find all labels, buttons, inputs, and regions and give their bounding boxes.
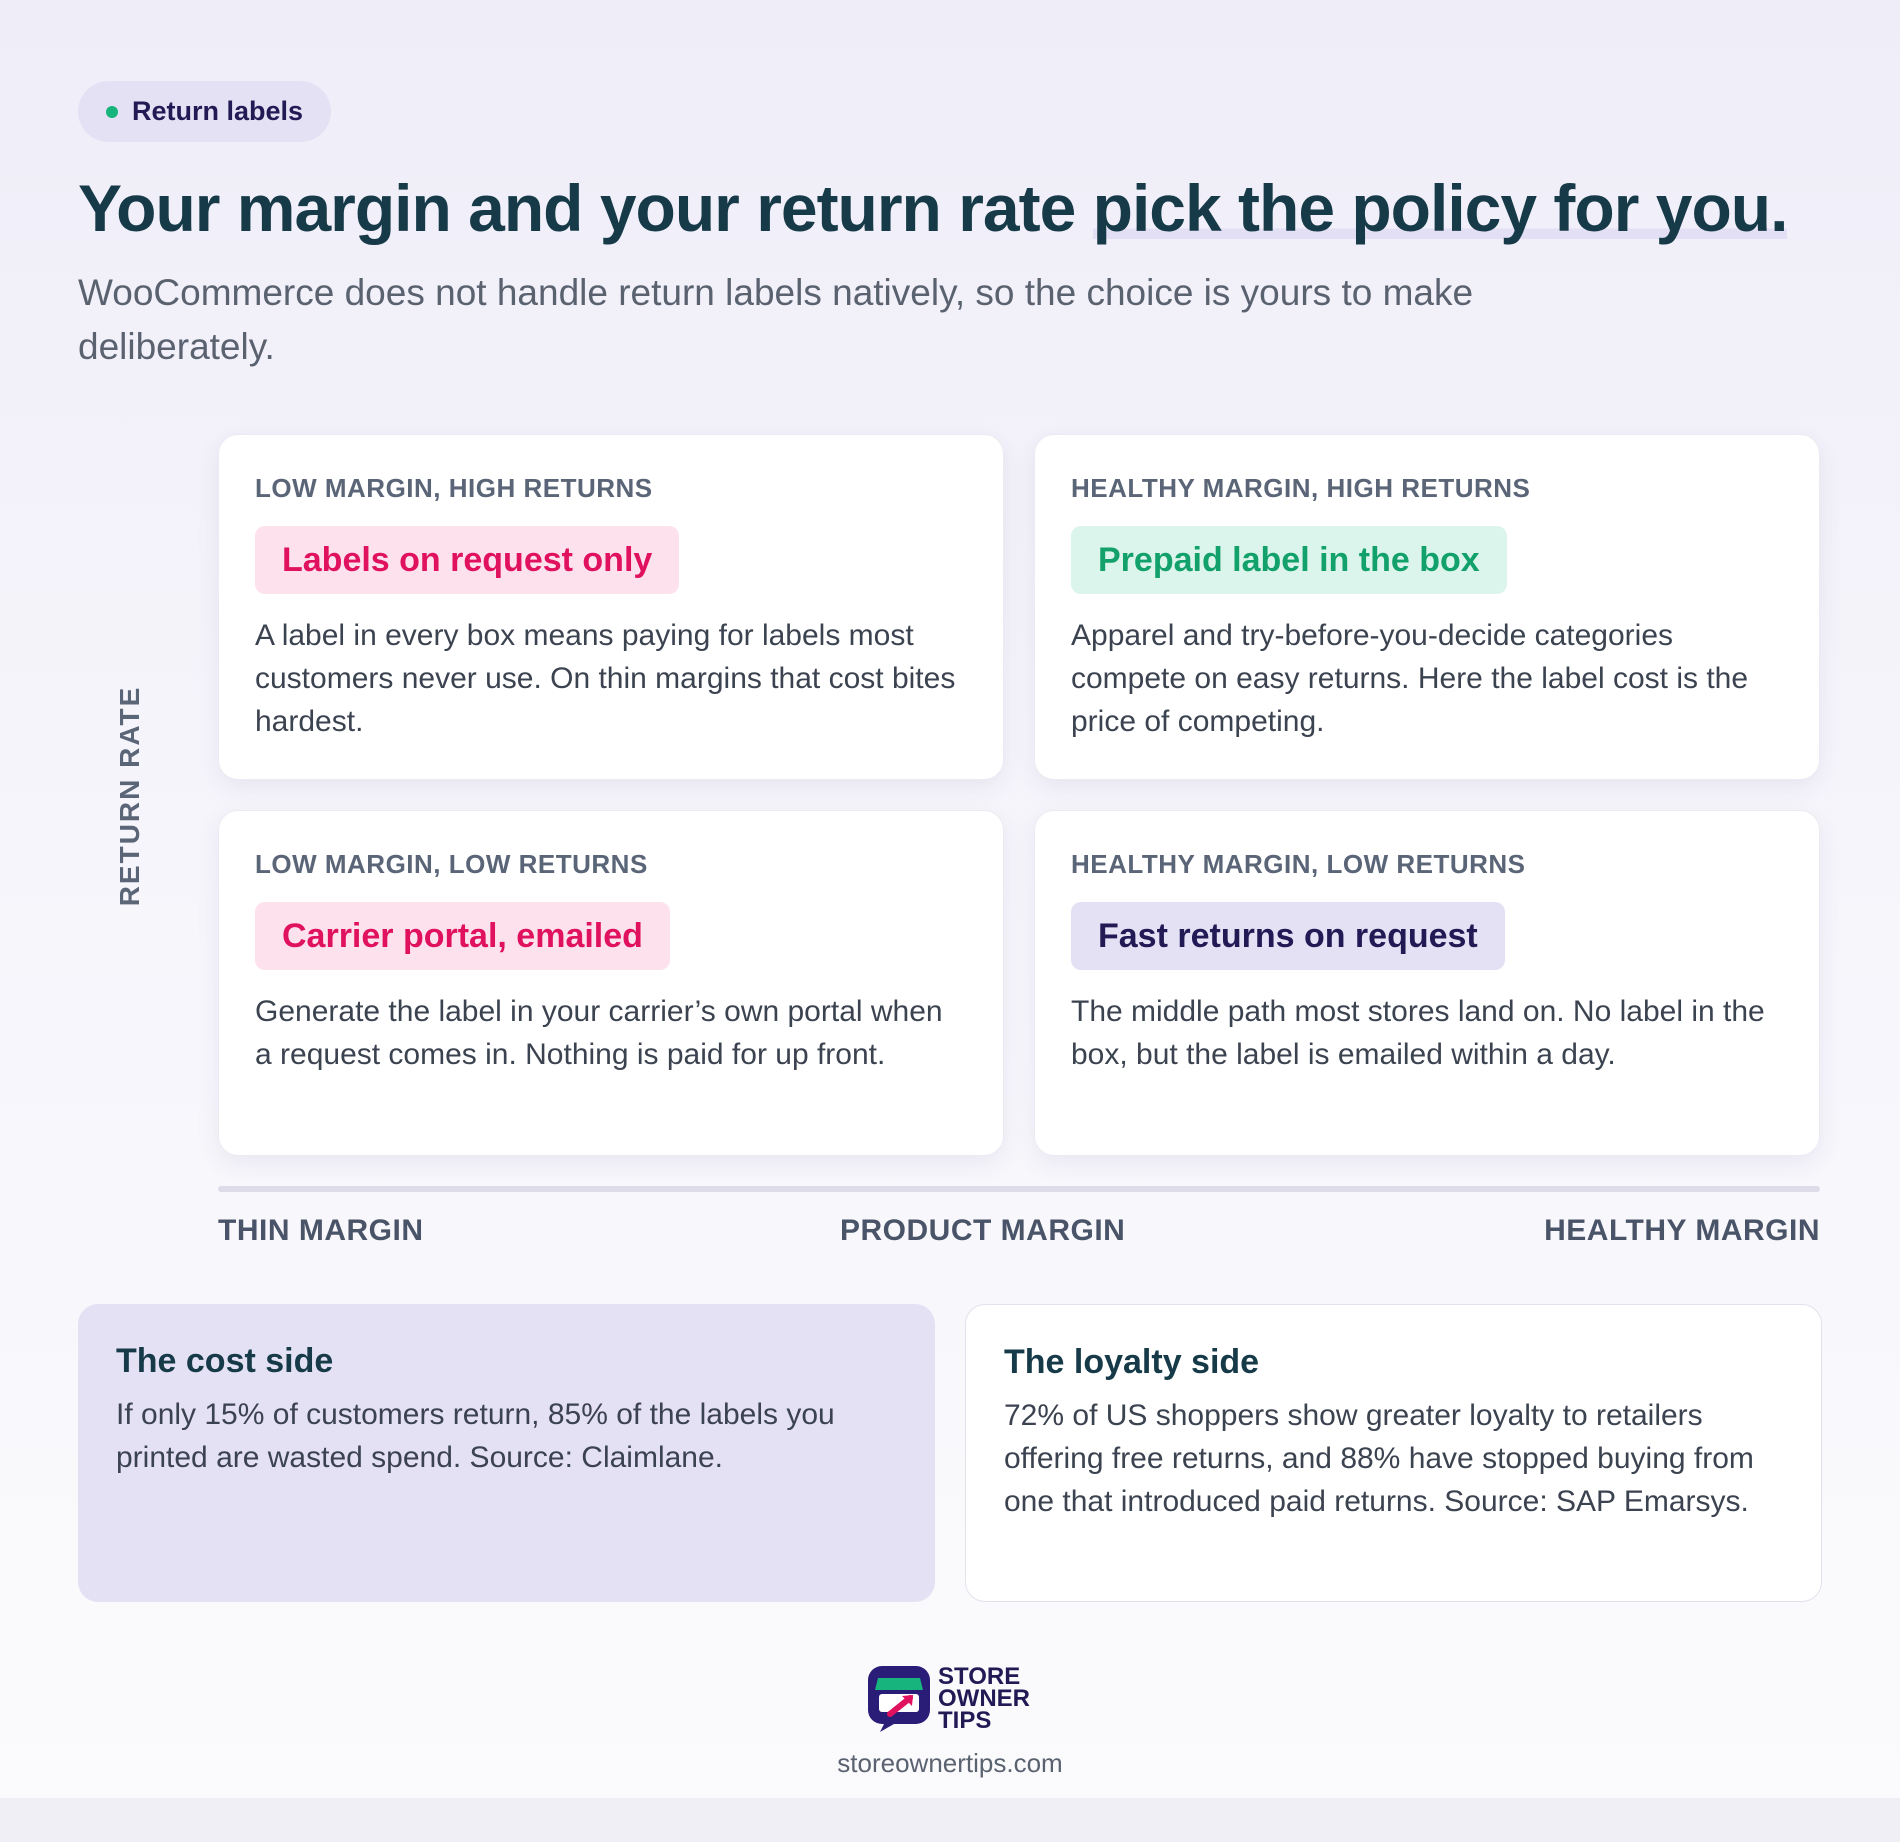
cost-side-panel [78, 1304, 935, 1602]
quadrant-card-healthy-margin-low-returns [1034, 810, 1820, 1156]
x-axis-line [218, 1186, 1820, 1192]
brand-url: storeownertips.com [837, 1748, 1063, 1778]
policy-tag: Carrier portal, emailed [255, 902, 670, 970]
loyalty-side-panel [965, 1304, 1822, 1602]
quadrant-card-low-margin-low-returns [218, 810, 1004, 1156]
badge-dot-icon [106, 106, 118, 118]
quadrant-heading: LOW MARGIN, HIGH RETURNS [255, 473, 653, 503]
title-highlight: pick the policy for you. [1092, 171, 1788, 245]
quadrant-card-low-margin-high-returns [218, 434, 1004, 780]
y-axis-label: RETURN RATE [114, 685, 145, 907]
loyalty-side-title: The loyalty side [1004, 1343, 1260, 1381]
loyalty-side-text: 72% of US shoppers show greater loyalty to retailers offering free returns, and 88% have stopped buying from one that introduced paid returns. Source: SAP Emarsys. [1004, 1399, 1754, 1518]
store-owner-tips-logo-icon [866, 1664, 932, 1734]
quadrant-description: A label in every box means paying for labels most customers never use. On thin margins that cost bites hardest. [255, 619, 956, 738]
quadrant-heading: HEALTHY MARGIN, HIGH RETURNS [1071, 473, 1531, 503]
policy-tag: Labels on request only [255, 526, 679, 594]
policy-tag: Fast returns on request [1071, 902, 1505, 970]
quadrant-heading: HEALTHY MARGIN, LOW RETURNS [1071, 849, 1526, 879]
quadrant-heading: LOW MARGIN, LOW RETURNS [255, 849, 648, 879]
brand-wordmark [938, 1663, 1030, 1734]
quadrant-description: The middle path most stores land on. No label in the box, but the label is emailed within a day. [1071, 995, 1765, 1071]
quadrant-description: Apparel and try-before-you-decide categories compete on easy returns. Here the label cost is the price of competing. [1071, 619, 1749, 738]
page-title [78, 170, 1838, 246]
x-axis-center-label: PRODUCT MARGIN [840, 1214, 1126, 1247]
category-badge [78, 81, 331, 142]
x-axis-left-label: THIN MARGIN [218, 1214, 424, 1247]
quadrant-card-healthy-margin-high-returns [1034, 434, 1820, 780]
badge-label: Return labels [132, 96, 304, 126]
quadrant-description: Generate the label in your carrier’s own portal when a request comes in. Nothing is paid for up front. [255, 995, 943, 1071]
title-part-1: Your margin and your return rate [78, 171, 1093, 245]
brand-line-3: TIPS [938, 1707, 992, 1734]
brand-line-2: OWNER [938, 1685, 1030, 1712]
cost-side-text: If only 15% of customers return, 85% of the labels you printed are wasted spend. Source: Claimlane. [116, 1398, 835, 1474]
brand-line-1: STORE [938, 1663, 1021, 1690]
policy-tag: Prepaid label in the box [1071, 526, 1507, 594]
cost-side-title: The cost side [116, 1342, 334, 1380]
page-subtitle: WooCommerce does not handle return labels natively, so the choice is yours to make deliberately. [78, 272, 1474, 367]
footer-band [0, 1798, 1900, 1842]
x-axis-right-label: HEALTHY MARGIN [1544, 1214, 1820, 1247]
